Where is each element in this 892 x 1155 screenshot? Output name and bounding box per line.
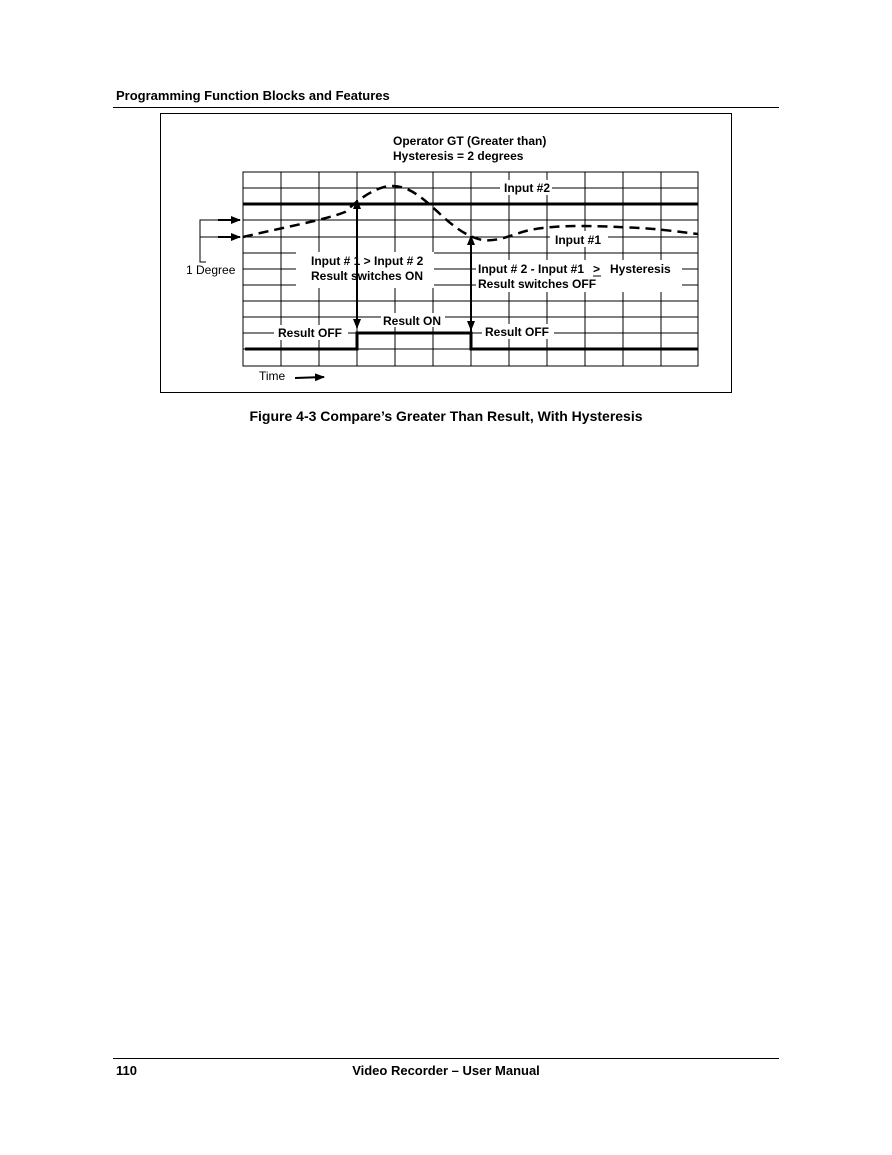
off-condition-line2: Result switches OFF: [478, 277, 597, 291]
time-arrow: [295, 377, 324, 378]
hysteresis-label: Hysteresis = 2 degrees: [393, 149, 524, 163]
result-on-label: Result ON: [383, 314, 442, 328]
time-label: Time: [259, 369, 286, 383]
input2-label: Input #2: [504, 181, 551, 195]
figure-caption: Figure 4-3 Compare’s Greater Than Result, With Hysteresis: [249, 408, 643, 424]
hysteresis-diagram: [0, 0, 892, 420]
on-condition-line1: Input # 1 > Input # 2: [311, 254, 424, 268]
input1-label: Input #1: [555, 233, 602, 247]
result-off-right-label: Result OFF: [485, 325, 550, 339]
on-condition-line2: Result switches ON: [311, 269, 424, 283]
off-condition-symbol: >: [593, 262, 601, 276]
degree-bracket: [200, 220, 218, 262]
off-condition-line1: Input # 2 - Input #1: [478, 262, 585, 276]
operator-label: Operator GT (Greater than): [393, 134, 547, 148]
degree-label: 1 Degree: [186, 263, 236, 277]
page-number: 110: [116, 1063, 137, 1078]
result-off-left-label: Result OFF: [278, 326, 343, 340]
document-title: Video Recorder – User Manual: [352, 1063, 540, 1078]
footer-rule: [113, 1058, 779, 1059]
off-condition-hysteresis: Hysteresis: [610, 262, 671, 276]
page-header-title: Programming Function Blocks and Features: [116, 88, 390, 103]
